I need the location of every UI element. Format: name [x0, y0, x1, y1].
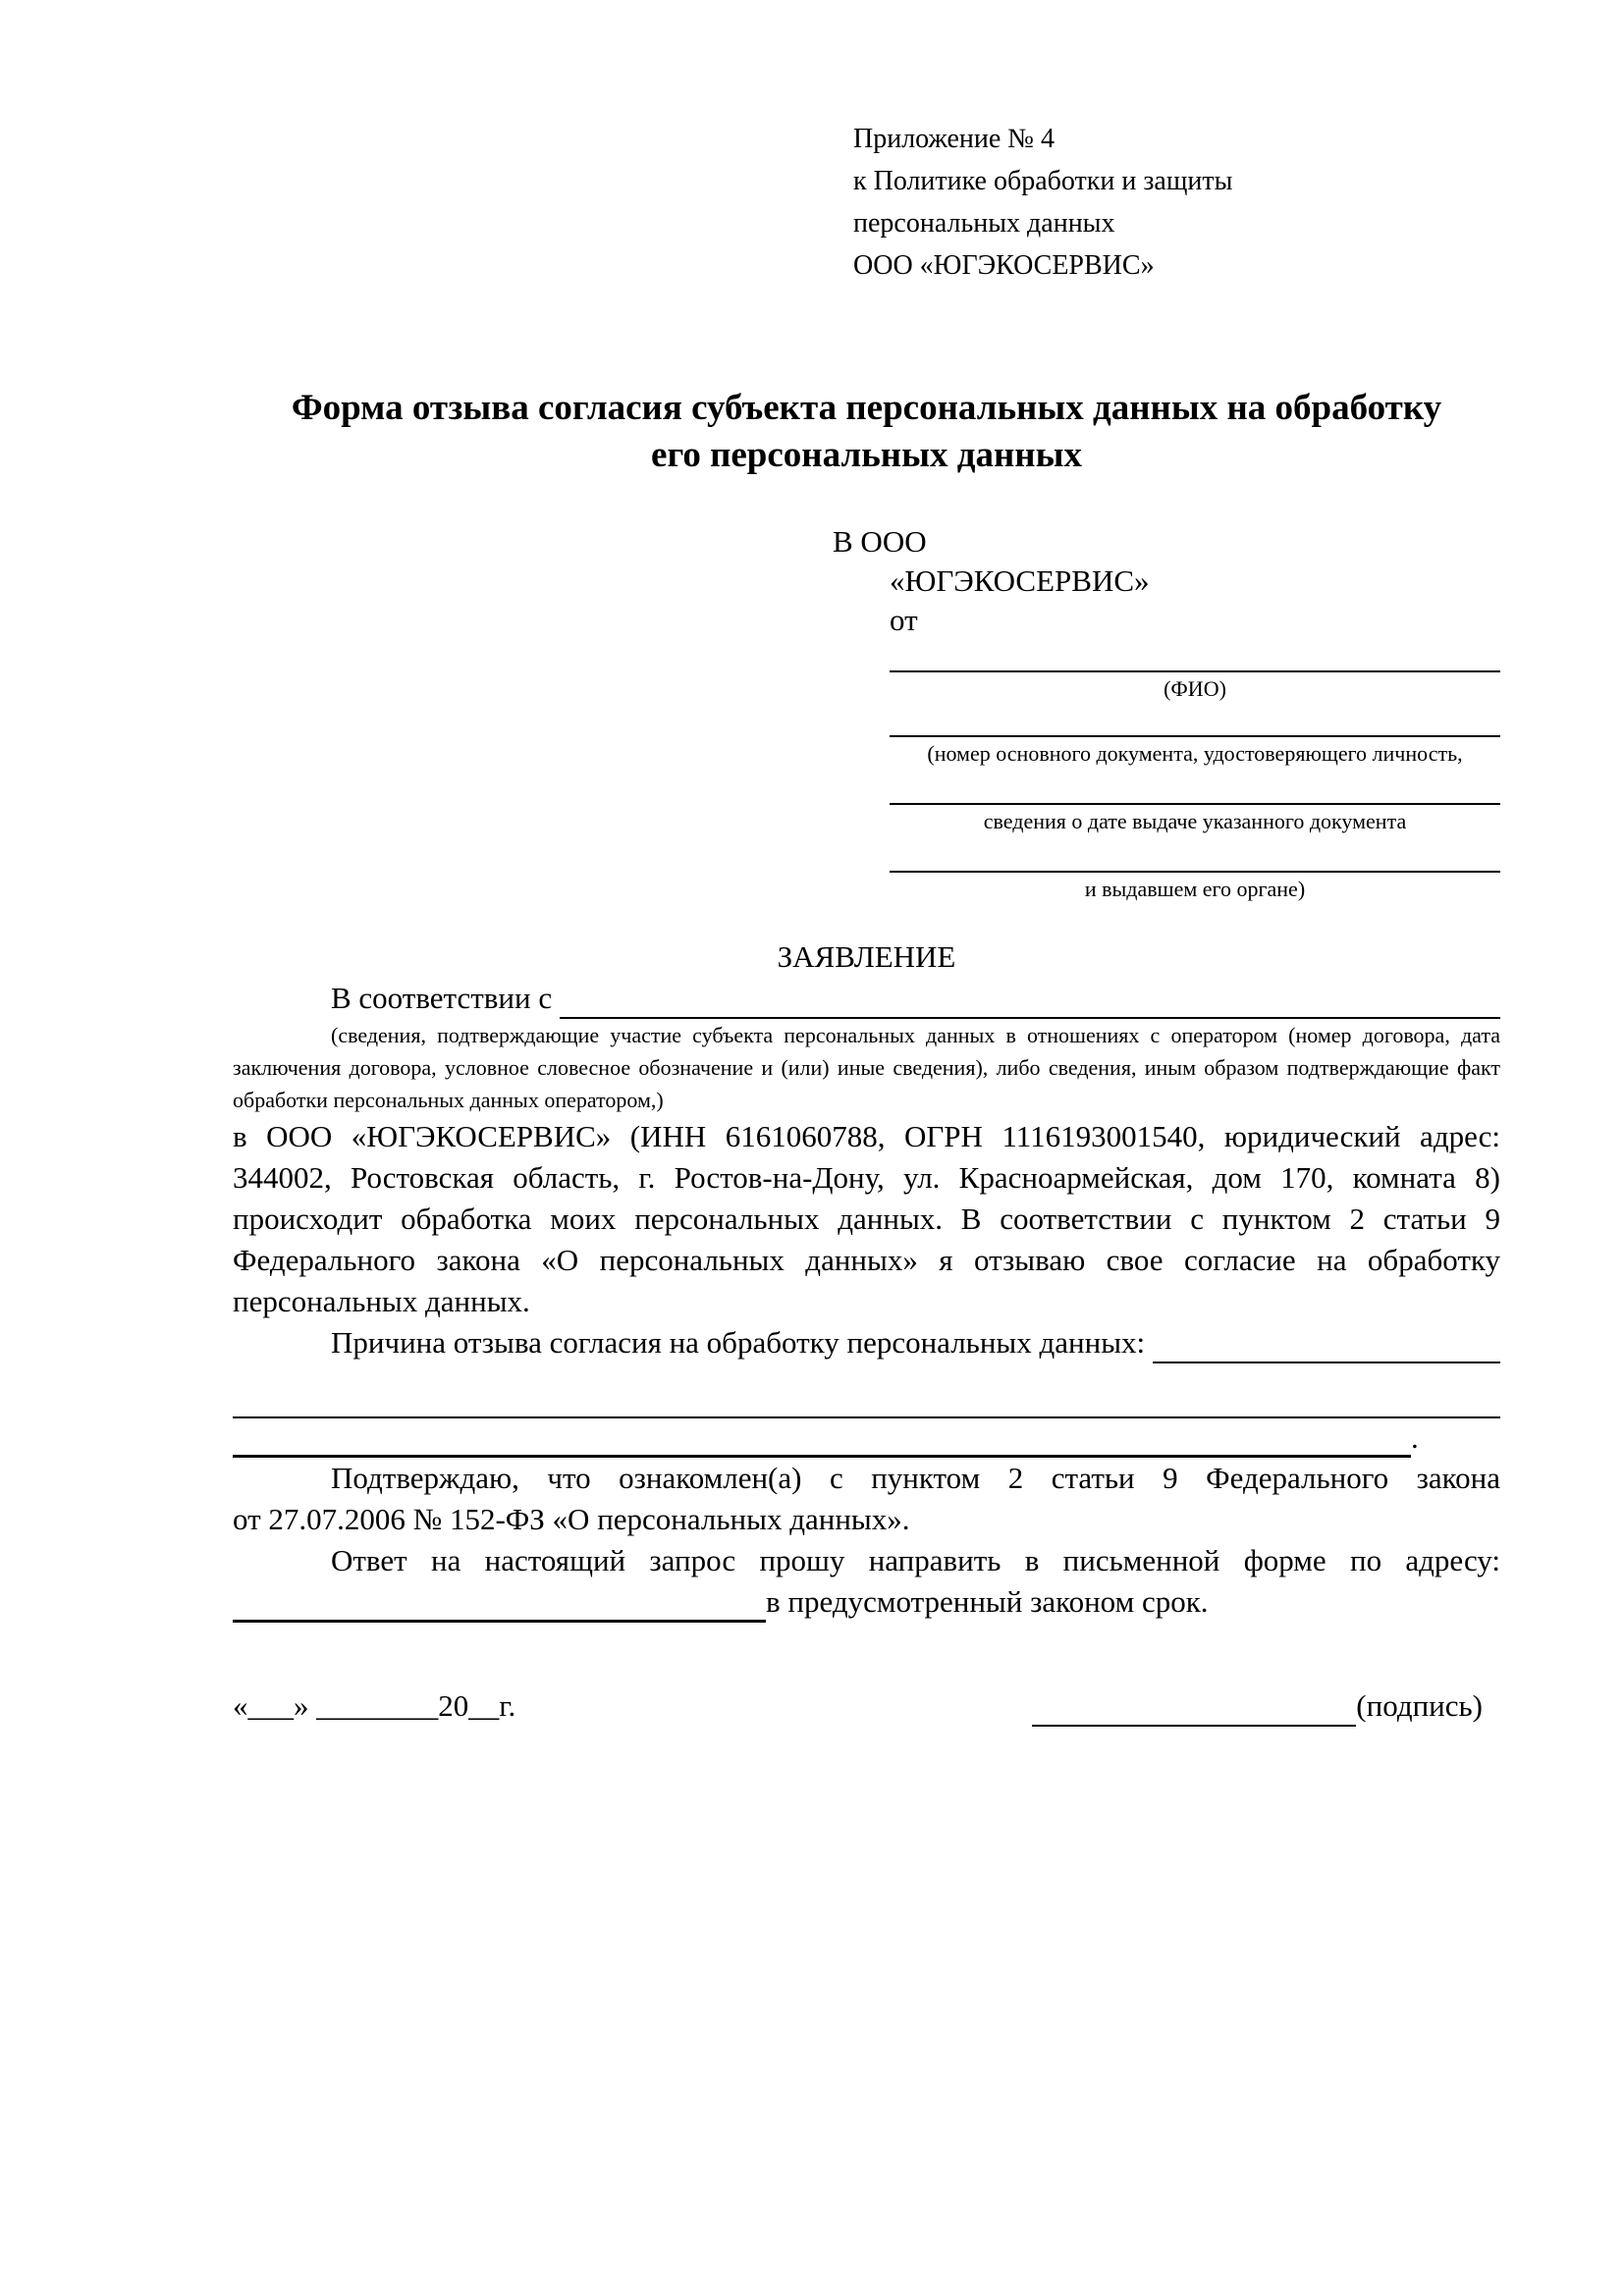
document-title-line-2: его персональных данных	[651, 435, 1082, 475]
signature-blank-line	[1032, 1691, 1356, 1727]
issue-date-blank-line	[890, 770, 1500, 805]
basis-row	[233, 978, 1500, 1019]
reply-paragraph	[233, 1540, 1500, 1581]
reply-address-row	[233, 1581, 1500, 1623]
spacer	[1145, 1322, 1153, 1363]
fine-print-line-2: заключения договора, условное словесное обозначение и (или) иные сведения), либо сведения, иным образом подтверждающие факт	[233, 1055, 1500, 1080]
statement-heading: ЗАЯВЛЕНИЕ	[777, 939, 956, 974]
signature-group	[1032, 1685, 1483, 1727]
body-paragraph	[233, 1116, 1500, 1322]
appendix-block	[853, 118, 1500, 287]
fio-caption: (ФИО)	[1164, 676, 1226, 701]
doc-number-caption: (номер основного документа, удостоверяющего личность,	[927, 741, 1463, 766]
reply-line-2: в предусмотренный законом срок.	[766, 1584, 1209, 1619]
body-line-5: персональных данных.	[233, 1284, 530, 1318]
body-line-1: в ООО «ЮГЭКОСЕРВИС» (ИНН 6161060788, ОГРН 1116193001540, юридический адрес:	[233, 1119, 1500, 1153]
blank-terminator: .	[1411, 1420, 1419, 1455]
confirm-paragraph	[233, 1458, 1500, 1540]
reason-prefix: Причина отзыва согласия на обработку персональных данных:	[331, 1325, 1146, 1360]
spacer	[552, 978, 560, 1019]
issue-date-caption: сведения о дате выдаче указанного документа	[983, 809, 1407, 833]
basis-prefix: В соответствии с	[331, 981, 553, 1015]
reason-blank-line-3-row	[233, 1418, 1500, 1458]
issuing-authority-group	[890, 837, 1500, 905]
fine-print-block	[233, 1019, 1500, 1116]
appendix-line-4: ООО «ЮГЭКОСЕРВИС»	[853, 250, 1155, 281]
issuing-authority-blank-line	[890, 837, 1500, 873]
body-line-2: 344002, Ростовская область, г. Ростов-на-Дону, ул. Красноармейская, дом 170, комната 8)	[233, 1160, 1500, 1195]
addressee-block	[833, 522, 1500, 905]
fine-print-line-3: обработки персональных данных оператором,)	[233, 1088, 664, 1112]
fine-print-line-1: (сведения, подтверждающие участие субъекта персональных данных в отношениях с оператором (номер договора, дата	[331, 1023, 1500, 1047]
date-blank: «___» ________20__г.	[233, 1688, 516, 1723]
reply-address-blank-line	[233, 1587, 766, 1623]
reason-blank-line-1	[1153, 1328, 1500, 1363]
reason-blank-line-2	[233, 1363, 1500, 1418]
reply-line-1: Ответ на настоящий запрос прошу направить в письменной форме по адресу:	[331, 1543, 1500, 1577]
body-line-3: происходит обработка моих персональных данных. В соответствии с пунктом 2 статьи 9	[233, 1201, 1500, 1236]
fio-group	[890, 640, 1500, 705]
body-line-4: Федерального закона «О персональных данных» я отзываю свое согласие на обработку	[233, 1243, 1500, 1277]
issuing-authority-caption: и выдавшем его органе)	[1084, 877, 1306, 901]
confirm-line-2: от 27.07.2006 № 152-ФЗ «О персональных данных».	[233, 1502, 910, 1536]
reason-row	[233, 1322, 1500, 1363]
addressee-org: «ЮГЭКОСЕРВИС»	[890, 563, 1150, 598]
issue-date-group	[890, 770, 1500, 837]
doc-number-blank-line	[890, 705, 1500, 737]
appendix-line-2: к Политике обработки и защиты	[853, 166, 1233, 196]
basis-blank-line	[560, 984, 1500, 1019]
appendix-line-3: персональных данных	[853, 208, 1115, 239]
document-title-line-1: Форма отзыва согласия субъекта персональных данных на обработку	[291, 388, 1442, 428]
addressee-from: от	[890, 603, 918, 637]
appendix-line-1: Приложение № 4	[853, 124, 1055, 154]
fio-blank-line	[890, 640, 1500, 672]
confirm-line-1: Подтверждаю, что ознакомлен(а) с пунктом 2 статьи 9 Федерального закона	[331, 1461, 1500, 1495]
signature-row	[233, 1685, 1500, 1727]
doc-number-group	[890, 705, 1500, 770]
document-title	[233, 385, 1500, 479]
reason-blank-line-3	[233, 1420, 1411, 1458]
addressee-to: В ООО	[833, 524, 927, 559]
signature-caption: (подпись)	[1356, 1688, 1483, 1723]
